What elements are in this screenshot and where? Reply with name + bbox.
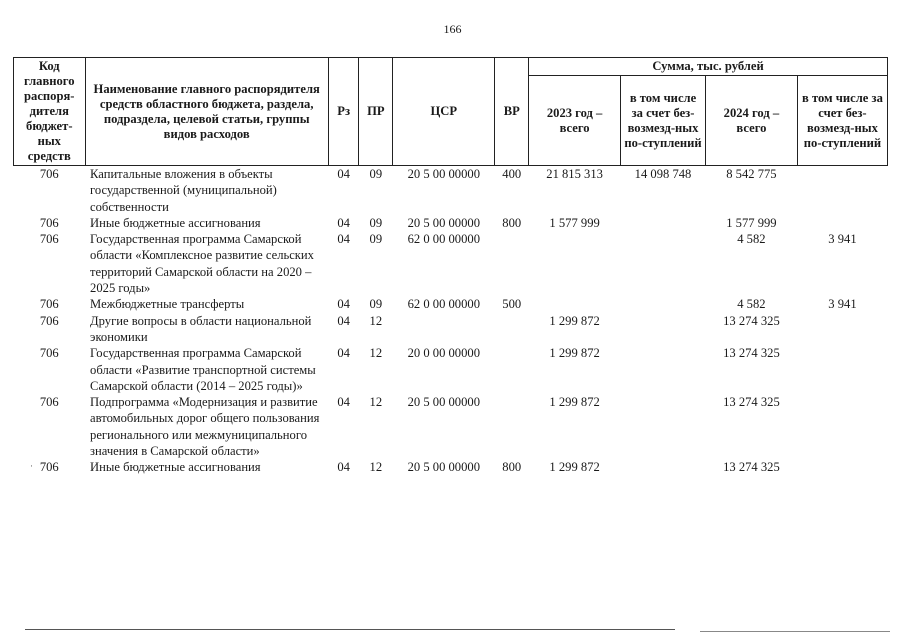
cell-name: Межбюджетные трансферты <box>90 297 245 312</box>
cell-2024-free <box>797 345 887 394</box>
cell-rz: 04 <box>337 346 350 361</box>
cell-name: Государственная программа Самарской области «Развитие транспортной системы Самарской области (2014 – 2025 годы)» <box>90 346 316 393</box>
cell-2023-total: 1 299 872 <box>549 313 600 328</box>
table-row <box>14 166 888 215</box>
cell-kod: 706 <box>39 167 59 181</box>
cell-name: Другие вопросы в области национальной экономики <box>90 313 312 344</box>
table-row <box>14 215 888 231</box>
cell-name: Иные бюджетные ассигнования <box>90 215 261 230</box>
cell-2023-free <box>621 345 706 394</box>
cell-csr: 20 0 00 00000 <box>407 346 480 361</box>
header-kod: Код главного распоря-дителя бюджет-ных средств <box>14 58 86 166</box>
cell-kod: 706 <box>39 215 59 230</box>
cell-2023-free <box>621 296 706 312</box>
cell-kod: 706 <box>39 460 59 475</box>
cell-vr <box>495 313 529 346</box>
header-pr: ПР <box>359 58 393 166</box>
cell-2024-total: 13 274 325 <box>723 460 780 475</box>
cell-pr: 09 <box>369 215 383 230</box>
cell-vr <box>495 345 529 394</box>
cell-2023-total: 1 299 872 <box>549 395 600 410</box>
cell-2023-free <box>621 459 706 475</box>
cell-kod: 706 <box>39 346 59 361</box>
cell-vr <box>495 394 529 459</box>
page-number: 166 <box>443 22 462 36</box>
cell-2023-total: 21 815 313 <box>546 167 603 181</box>
cell-name: Подпрограмма «Модернизация и развитие автомобильных дорог общего пользования регионального или межмуниципального значения в Самарской области» <box>90 395 320 459</box>
cell-2023-total <box>529 296 621 312</box>
cell-name: Государственная программа Самарской области «Комплексное развитие сельских территорий Самарской области на 2020 – 2025 годы» <box>90 232 314 296</box>
cell-2024-free <box>797 166 887 215</box>
header-sum: Сумма, тыс. рублей <box>529 58 888 76</box>
cell-2024-total: 13 274 325 <box>723 395 780 410</box>
cell-2024-total: 13 274 325 <box>723 313 780 328</box>
cell-rz: 04 <box>337 215 350 230</box>
cell-2023-total: 1 299 872 <box>549 346 600 361</box>
header-name: Наименование главного распорядителя средств областного бюджета, раздела, подраздела, целевой статьи, группы видов расходов <box>85 58 328 166</box>
cell-csr: 20 5 00 00000 <box>407 460 480 475</box>
cell-csr: 62 0 00 00000 <box>407 232 480 247</box>
cell-csr: 20 5 00 00000 <box>407 167 480 181</box>
cell-2024-free <box>797 459 887 475</box>
cell-kod: 706 <box>39 313 59 328</box>
cell-2024-total: 4 582 <box>737 232 766 247</box>
cell-2023-total: 1 299 872 <box>549 460 600 475</box>
cell-vr: 400 <box>502 167 522 181</box>
cell-vr: 800 <box>502 460 522 475</box>
header-2024-free: в том числе за счет без-возмезд-ных по-ступлений <box>797 76 887 166</box>
cell-2023-total <box>529 231 621 296</box>
cell-csr: 62 0 00 00000 <box>407 297 480 312</box>
bottom-divider <box>25 629 675 630</box>
cell-rz: 04 <box>337 313 350 328</box>
cell-pr: 12 <box>369 395 383 410</box>
cell-rz: 04 <box>337 167 350 181</box>
cell-2024-total: 13 274 325 <box>723 346 780 361</box>
cell-rz: 04 <box>337 232 350 247</box>
cell-2024-total: 4 582 <box>737 297 766 312</box>
header-vr: ВР <box>495 58 529 166</box>
cell-2023-free: 14 098 748 <box>634 167 692 181</box>
header-rz: Рз <box>328 58 359 166</box>
cell-name: Иные бюджетные ассигнования <box>90 460 261 475</box>
cell-2023-free <box>621 313 706 346</box>
cell-pr: 12 <box>369 460 383 475</box>
cell-2024-free <box>797 313 887 346</box>
budget-table <box>13 57 888 476</box>
cell-pr: 09 <box>369 232 383 247</box>
cell-2023-free <box>621 394 706 459</box>
cell-rz: 04 <box>337 395 350 410</box>
table-row <box>14 459 888 475</box>
cell-2023-total: 1 577 999 <box>549 215 600 230</box>
cell-pr: 12 <box>369 313 383 328</box>
cell-2024-free <box>797 215 887 231</box>
table-row <box>14 231 888 296</box>
cell-2024-total: 1 577 999 <box>726 215 777 230</box>
cell-pr: 09 <box>369 167 383 181</box>
cell-vr <box>495 231 529 296</box>
table-body <box>14 166 888 476</box>
cell-kod: 706 <box>39 395 59 410</box>
cell-vr: 800 <box>502 215 522 230</box>
cell-kod: 706 <box>39 232 59 247</box>
bottom-divider-right <box>700 631 890 632</box>
cell-2024-free <box>797 394 887 459</box>
cell-2023-free <box>621 215 706 231</box>
cell-2024-free: 3 941 <box>828 232 857 247</box>
cell-2024-free: 3 941 <box>828 297 857 312</box>
cell-kod: 706 <box>39 297 59 312</box>
cell-rz: 04 <box>337 460 350 475</box>
cell-csr: 20 5 00 00000 <box>407 395 480 410</box>
table-row <box>14 313 888 346</box>
cell-csr <box>393 313 495 346</box>
cell-2023-free <box>621 231 706 296</box>
cell-name: Капитальные вложения в объекты государственной (муниципальной) собственности <box>90 167 277 214</box>
table-row <box>14 394 888 459</box>
cell-2024-total: 8 542 775 <box>726 167 777 181</box>
header-csr: ЦСР <box>393 58 495 166</box>
table-header <box>14 58 888 166</box>
table-row <box>14 345 888 394</box>
cell-rz: 04 <box>337 297 350 312</box>
scan-mark: · <box>30 461 33 471</box>
cell-pr: 12 <box>369 346 383 361</box>
cell-vr: 500 <box>502 297 522 312</box>
cell-csr: 20 5 00 00000 <box>407 215 480 230</box>
header-2023-free: в том числе за счет без-возмезд-ных по-ступлений <box>621 76 706 166</box>
cell-pr: 09 <box>369 297 383 312</box>
header-2023-total: 2023 год – всего <box>529 76 621 166</box>
header-2024-total: 2024 год – всего <box>705 76 797 166</box>
table-row <box>14 296 888 312</box>
